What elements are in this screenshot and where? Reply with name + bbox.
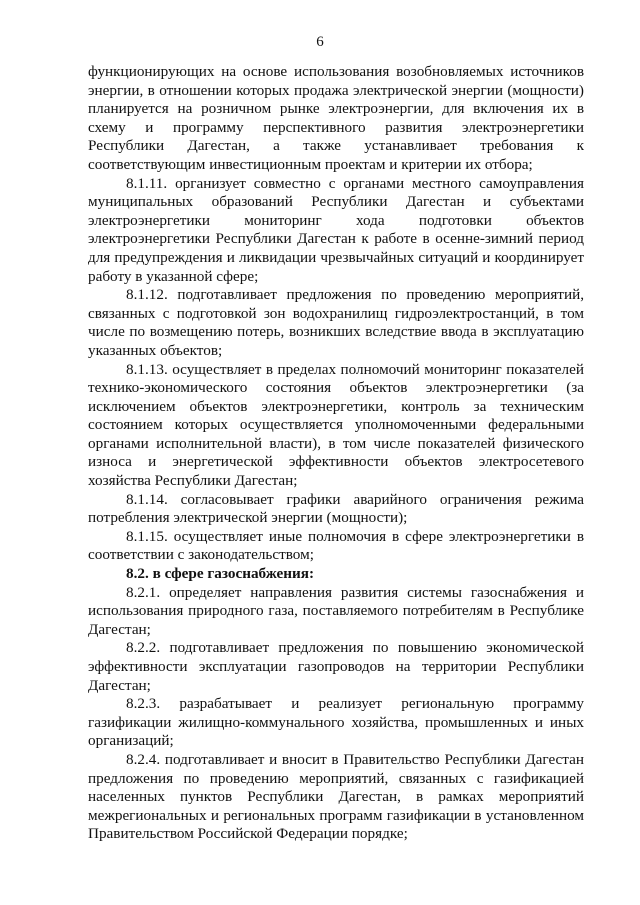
paragraph-8-2-2: 8.2.2. подготавливает предложения по повышению экономической эффективности эксплуатации газопроводов на территории Республики Дагестан;: [88, 639, 584, 694]
paragraph-8-1-13: 8.1.13. осуществляет в пределах полномочий мониторинг показателей технико-экономического состояния объектов электроэнергетики (за исключением объектов электроэнергетики, контроль за техническим состоянием которых осуществляется уполномоченными федеральными органами исполнительной власти), в том числе показателей физического износа и энергетической эффективности объектов электросетевого хозяйства Республики Дагестан;: [88, 360, 584, 490]
paragraph-8-2-4: 8.2.4. подготавливает и вносит в Правительство Республики Дагестан предложения по проведению мероприятий, связанных с газификацией населенных пунктов Республики Дагестан, в рамках мероприятий межрегиональных и региональных программ газификации в установленном Правительством Российской Федерации порядке;: [88, 750, 584, 843]
paragraph-8-1-15: 8.1.15. осуществляет иные полномочия в сфере электроэнергетики в соответствии с законодательством;: [88, 527, 584, 564]
document-body: [88, 63, 584, 844]
paragraph-8-2-3: 8.2.3. разрабатывает и реализует региональную программу газификации жилищно-коммунального хозяйства, промышленных и иных организаций;: [88, 695, 584, 750]
paragraph-8-1-14: 8.1.14. согласовывает графики аварийного ограничения режима потребления электрической энергии (мощности);: [88, 490, 584, 527]
section-heading-8-2: 8.2. в сфере газоснабжения:: [126, 565, 315, 583]
paragraph-continuation: функционирующих на основе использования возобновляемых источников энергии, в отношении которых продажа электрической энергии (мощности) планируется на розничном рынке электроэнергии, для включения их в схему и программу перспективного развития электроэнергетики Республики Дагестан, а также устанавливает требования к соответствующим инвестиционным проектам и критерии их отбора;: [88, 63, 584, 173]
paragraph-8-1-12: 8.1.12. подготавливает предложения по проведению мероприятий, связанных с подготовкой зон водохранилищ гидроэлектростанций, в том числе по возмещению потерь, возникших вследствие ввода в эксплуатацию указанных объектов;: [88, 286, 584, 359]
page-number: 6: [316, 34, 324, 50]
paragraph-8-1-11: 8.1.11. организует совместно с органами местного самоуправления муниципальных образований Республики Дагестан и субъектами электроэнергетики мониторинг хода подготовки объектов электроэнергетики Республики Дагестан к работе в осенне-зимний период для предупреждения и ликвидации чрезвычайных ситуаций и координирует работу в указанной сфере;: [88, 174, 584, 285]
paragraph-8-2-1: 8.2.1. определяет направления развития системы газоснабжения и использования природного газа, поставляемого потребителям в Республике Дагестан;: [88, 583, 584, 638]
